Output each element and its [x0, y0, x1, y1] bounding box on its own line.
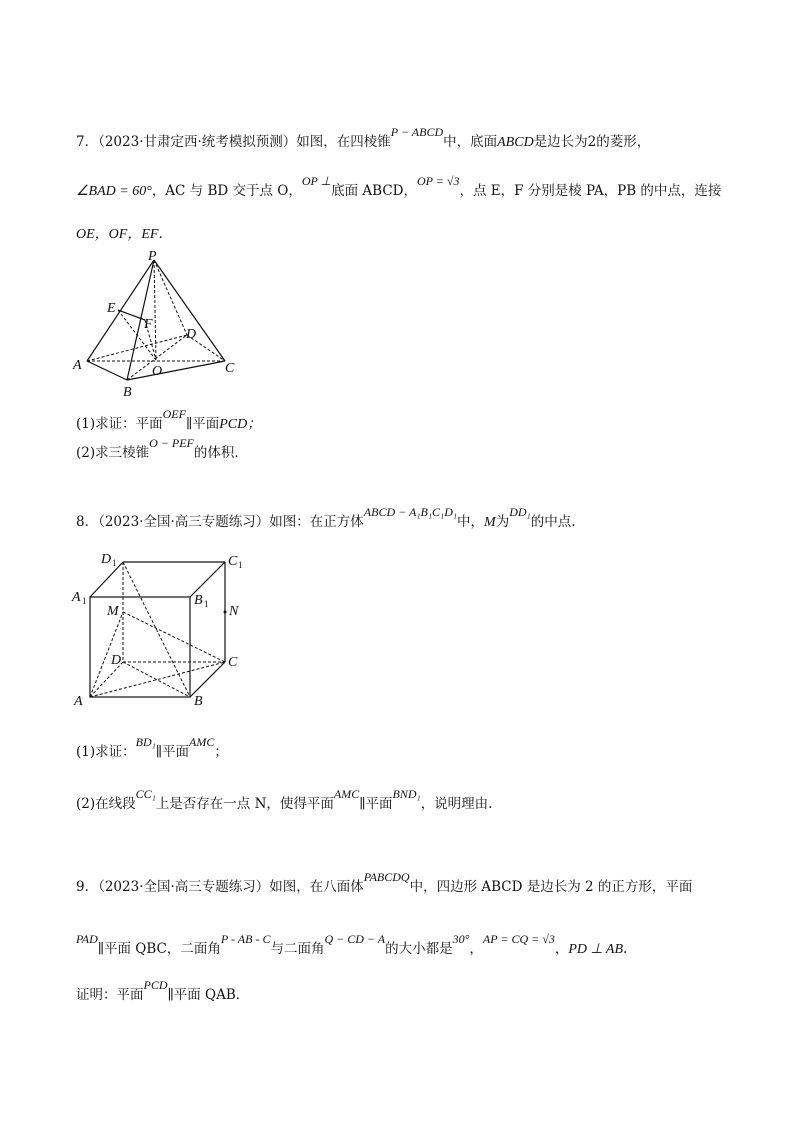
q9-text: 中，四边形 ABCD 是边长为 2 的正方形，平面 — [409, 879, 693, 895]
q9-line-3 — [76, 978, 250, 1004]
q8-point-N — [224, 611, 227, 614]
q8-text: 的中点. — [530, 514, 576, 530]
q8-label-C: C — [228, 655, 238, 670]
q7-label-P: P — [148, 249, 157, 264]
q7-label-B: B — [123, 385, 132, 400]
q8-text: ∥平面 — [155, 744, 190, 760]
q9-formula: PCD — [143, 978, 168, 992]
q9-number: 9． — [76, 879, 99, 895]
q8-text: 为 — [495, 514, 510, 530]
q8-text: 上是否存在一点 N，使得平面 — [155, 796, 334, 812]
q8-label-C1: C — [228, 554, 238, 569]
q8-formula: BND₁ — [392, 787, 421, 801]
q7-formula: ∠BAD = 60° — [76, 184, 152, 199]
q9-formula: PD ⊥ AB — [568, 942, 624, 957]
q8-label-A1: A — [72, 590, 81, 605]
q9-formula: P - AB - C — [220, 932, 271, 946]
q8-formula: AMC — [333, 787, 360, 801]
q9-source: （2023·全国·高三专题练习） — [98, 879, 270, 895]
q7-label-D: D — [186, 327, 197, 342]
q8-label-sub: 1 — [112, 558, 117, 568]
q8-text: ，说明理由. — [420, 796, 493, 812]
q8-line-1 — [76, 505, 576, 532]
q7-formula: PCD； — [219, 417, 262, 432]
q8-formula: ABCD − A₁B₁C₁D₁ — [363, 505, 458, 519]
q7-formula: OP = √3 — [416, 174, 460, 188]
q8-text: 中， — [457, 514, 485, 530]
q8-text: (1)求证： — [76, 744, 136, 760]
q9-text: 的大小都是 — [385, 941, 453, 957]
q9-formula: PAD — [76, 932, 98, 946]
q7-label-C: C — [225, 361, 235, 376]
q8-formula: AMC — [189, 735, 215, 749]
q8-label-B: B — [194, 694, 203, 709]
q7-formula: P − ABCD — [390, 125, 444, 139]
q8-text: ∥平面 — [359, 796, 393, 812]
q7-line-3: OE，OF，EF． — [76, 227, 173, 242]
q8-text: (2)在线段 — [76, 796, 136, 812]
q9-formula: 30° — [452, 932, 470, 946]
q7-pyramid-figure — [70, 248, 250, 403]
q8-label-A: A — [74, 694, 83, 709]
q7-text: ，点 E，F 分别是棱 PA，PB 的中点，连接 — [459, 183, 722, 199]
q7-text: ，AC 与 BD 交于点 O， — [151, 183, 302, 199]
q7-source: （2023·甘肃定西·统考模拟预测） — [98, 134, 297, 150]
q9-line-2 — [76, 932, 628, 959]
q8-label-sub: 1 — [82, 596, 87, 606]
q9-text: ， — [469, 941, 483, 957]
q7-text: 底面 ABCD， — [331, 183, 417, 199]
q8-text: 如图：在正方体 — [269, 514, 364, 530]
q8-label-M: M — [107, 604, 119, 619]
q8-label-sub: 1 — [204, 599, 209, 609]
q7-formula: OEF — [162, 407, 186, 421]
q9-formula: PABCDQ — [363, 870, 410, 884]
q9-formula: Q − CD − A — [324, 932, 386, 946]
q9-text: 证明：平面 — [76, 987, 144, 1003]
q8-text: ； — [214, 744, 228, 760]
q7-sub-1 — [76, 407, 262, 434]
q8-label-D1: D — [101, 552, 112, 567]
q9-text: ∥平面 QBC，二面角 — [97, 941, 221, 957]
q9-text: ， — [554, 941, 569, 957]
q9-formula: AP = CQ = √3 — [482, 932, 555, 946]
q8-label-D: D — [111, 653, 122, 668]
q8-label-B1: B — [194, 593, 203, 608]
q7-text: 的体积． — [193, 445, 248, 461]
q8-formula: BD₁ — [135, 735, 156, 749]
q9-text: 与二面角 — [270, 941, 325, 957]
q7-text: (1)求证：平面 — [76, 416, 163, 432]
q7-number: 7． — [76, 134, 99, 150]
q8-label-sub: 1 — [238, 560, 243, 570]
q8-formula: M — [484, 515, 496, 530]
q8-number: 8． — [76, 514, 99, 530]
q8-cube-figure — [68, 545, 248, 710]
q7-text: 如图，在四棱锥 — [296, 134, 391, 150]
q7-text: 是边长为2的菱形， — [533, 134, 651, 150]
q7-text: 中，底面 — [443, 134, 498, 150]
q7-label-A: A — [73, 358, 82, 373]
q9-line-1 — [76, 870, 693, 896]
q7-formula: O − PEF — [149, 436, 194, 450]
q9-text: ∥平面 QAB． — [167, 987, 250, 1003]
q9-text: 如图，在八面体 — [269, 879, 364, 895]
q9-text: . — [623, 941, 628, 957]
q8-formula: DD₁ — [509, 505, 531, 519]
q7-line-1 — [76, 125, 651, 152]
q7-label-E: E — [107, 301, 116, 316]
q8-formula: CC₁ — [135, 787, 156, 801]
q7-text: ∥平面 — [185, 416, 220, 432]
q7-formula: OP ⊥ — [301, 174, 332, 188]
q7-formula: ABCD — [497, 135, 534, 150]
q7-label-F: F — [144, 317, 153, 332]
q7-sub-2 — [76, 436, 248, 462]
q8-sub-1 — [76, 735, 228, 761]
q7-label-O: O — [152, 364, 163, 379]
q8-source: （2023·全国·高三专题练习） — [98, 514, 270, 530]
q8-label-N: N — [229, 604, 239, 619]
q7-text: (2)求三棱锥 — [76, 445, 150, 461]
q7-line-2 — [76, 174, 722, 201]
q8-sub-2 — [76, 787, 493, 813]
